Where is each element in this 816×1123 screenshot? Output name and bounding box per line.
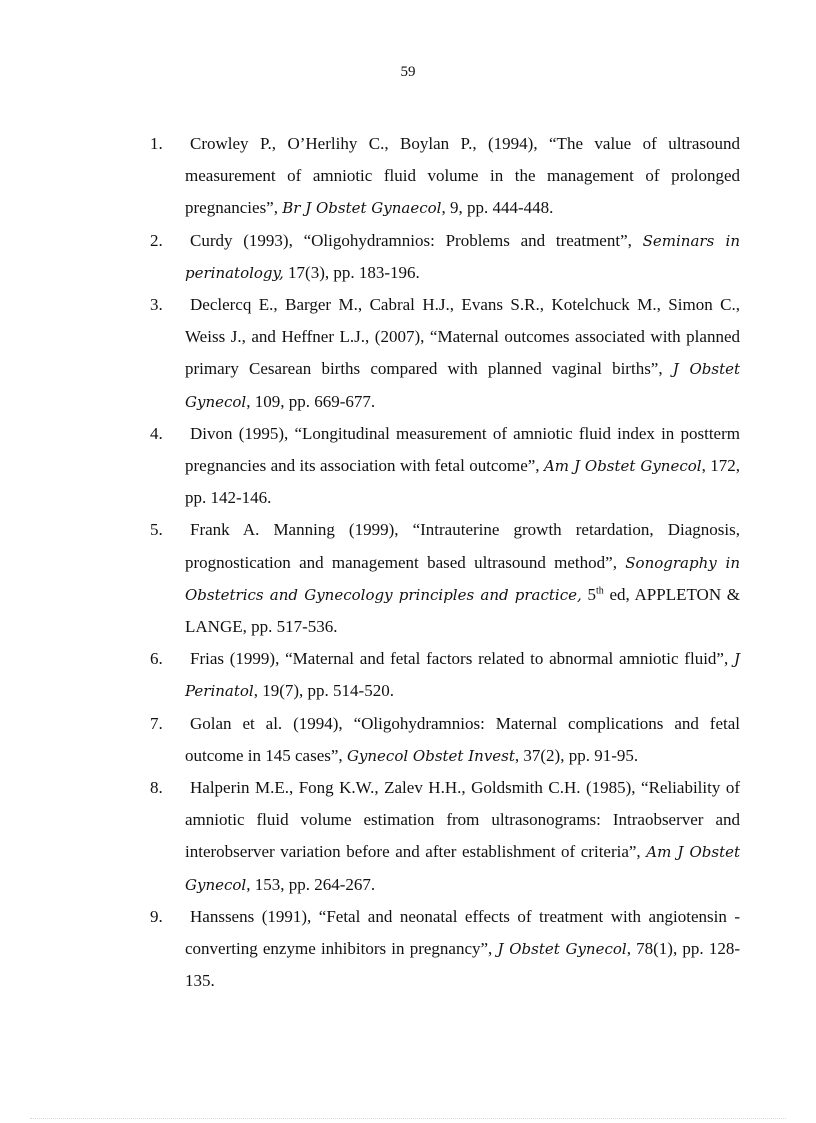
- reference-item: [150, 643, 740, 707]
- reference-journal: Am J Obstet Gynecol: [543, 457, 702, 476]
- page-bottom-rule: [30, 1118, 786, 1119]
- reference-details: , 37(2), pp. 91-95.: [514, 745, 639, 765]
- reference-item: [150, 901, 740, 998]
- reference-journal: J Perinatol: [185, 650, 740, 701]
- reference-journal: Sonography in Obstetrics and Gynecology principles and practice,: [185, 553, 740, 604]
- page-number: 59: [400, 64, 416, 80]
- reference-journal: J Obstet Gynecol: [497, 940, 627, 959]
- reference-details: , 109, pp. 669-677.: [246, 391, 376, 411]
- reference-text: Curdy (1993), “Oligohydramnios: Problems and treatment”,: [190, 230, 643, 250]
- reference-number: 2.: [150, 230, 163, 250]
- reference-details: , 19(7), pp. 514-520.: [253, 681, 394, 701]
- reference-details: 17(3), pp. 183-196.: [283, 262, 420, 282]
- reference-journal: Gynecol Obstet Invest: [346, 746, 515, 765]
- reference-number: 9.: [150, 906, 163, 926]
- reference-item: [150, 418, 740, 515]
- reference-item: [150, 289, 740, 418]
- reference-text: Frank A. Manning (1999), “Intrauterine growth retardation, Diagnosis, prognostication and management based ultrasound method”,: [185, 520, 740, 572]
- reference-details: ed, APPLETON & LANGE, pp. 517-536.: [185, 584, 741, 637]
- reference-number: 7.: [150, 713, 163, 733]
- reference-number: 3.: [150, 295, 163, 315]
- reference-text: Crowley P., O’Herlihy C., Boylan P., (1994), “The value of ultrasound measurement of amniotic fluid volume in the management of prolonged pregnancies”,: [185, 134, 740, 218]
- reference-text: Hanssens (1991), “Fetal and neonatal effects of treatment with angiotensin - converting enzyme inhibitors in pregnancy”,: [185, 906, 740, 959]
- reference-edition: 5: [581, 584, 596, 604]
- reference-journal: Am J Obstet Gynecol: [185, 843, 741, 894]
- reference-text: Frias (1999), “Maternal and fetal factors related to abnormal amniotic fluid”,: [190, 649, 734, 669]
- reference-details: , 78(1), pp. 128-135.: [185, 939, 740, 991]
- reference-number: 8.: [150, 778, 163, 798]
- reference-journal: Br J Obstet Gynaecol: [282, 199, 442, 218]
- reference-details: , 9, pp. 444-448.: [441, 198, 554, 218]
- reference-list: [150, 128, 740, 997]
- reference-number: 1.: [150, 134, 163, 153]
- reference-item: [150, 772, 740, 901]
- reference-number: 5.: [150, 520, 163, 540]
- reference-text: Halperin M.E., Fong K.W., Zalev H.H., Goldsmith C.H. (1985), “Reliability of amniotic fluid volume estimation from ultrasonograms: Intraobserver and interobserver variation before and after establishment of criteria”,: [185, 778, 740, 862]
- reference-item: [150, 708, 740, 772]
- reference-details: , 172, pp. 142-146.: [185, 456, 740, 508]
- reference-edition-suffix: th: [595, 585, 604, 597]
- reference-number: 6.: [150, 649, 163, 669]
- reference-number: 4.: [150, 423, 163, 443]
- reference-text: Declercq E., Barger M., Cabral H.J., Evans S.R., Kotelchuck M., Simon C., Weiss J., and Heffner L.J., (2007), “Maternal outcomes associated with planned primary Cesarean births compared with planned vaginal births”,: [185, 295, 740, 379]
- reference-journal: Seminars in perinatology,: [185, 231, 741, 282]
- reference-item: [150, 225, 740, 289]
- reference-journal: J Obstet Gynecol: [185, 360, 741, 411]
- reference-item: [150, 514, 740, 643]
- reference-text: Golan et al. (1994), “Oligohydramnios: Maternal complications and fetal outcome in 145 cases”,: [185, 713, 740, 765]
- reference-text: Divon (1995), “Longitudinal measurement of amniotic fluid index in postterm pregnancies and its association with fetal outcome”,: [185, 423, 740, 476]
- reference-details: , 153, pp. 264-267.: [246, 874, 376, 894]
- reference-item: [150, 128, 740, 225]
